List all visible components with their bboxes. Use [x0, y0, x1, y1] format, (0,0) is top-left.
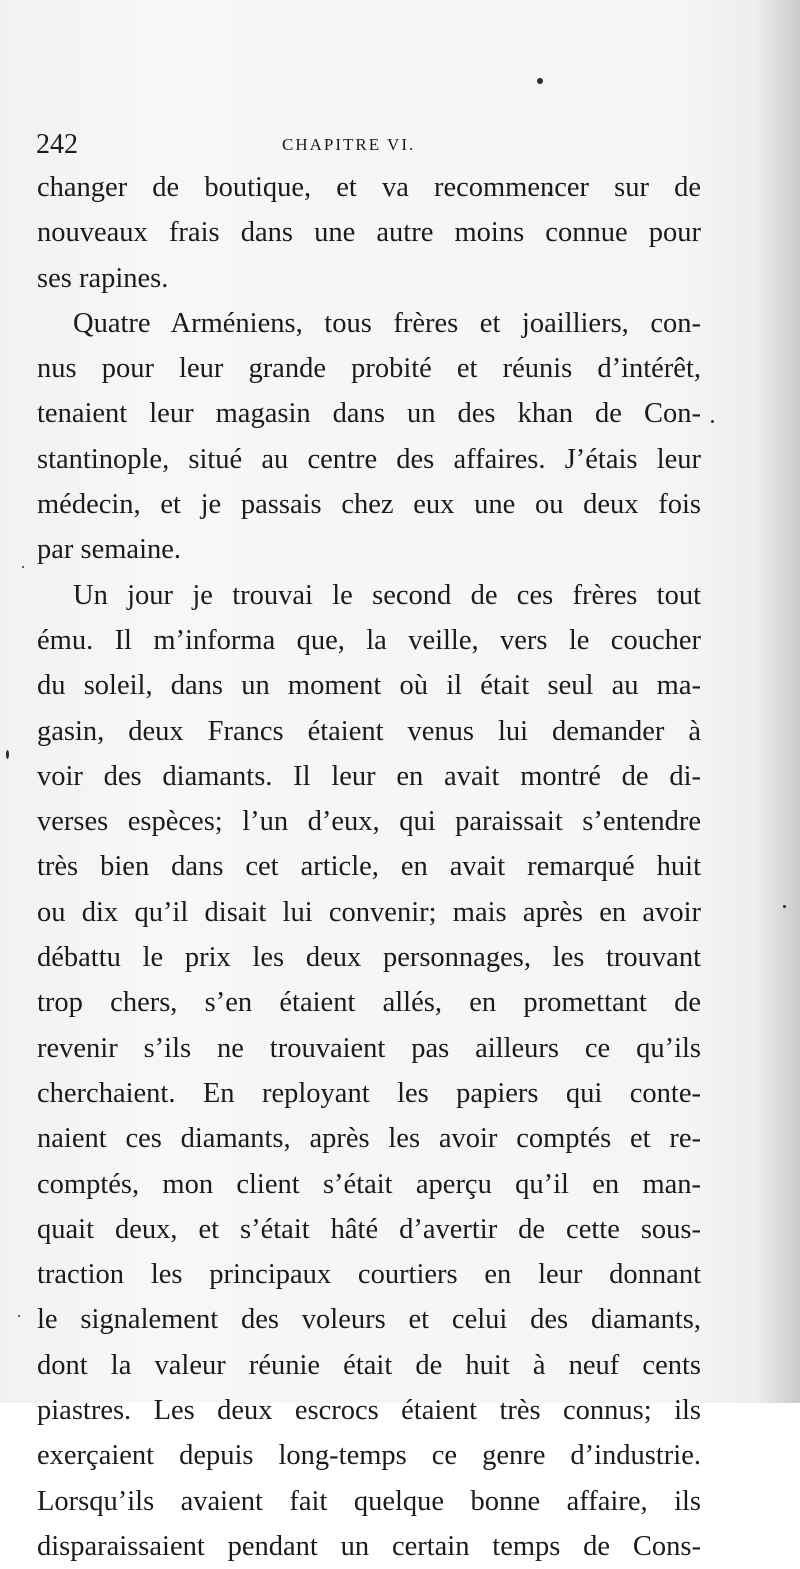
text-line: dont la valeur réunie était de huit à neuf cents: [37, 1349, 701, 1381]
text-line: ému. Il m’informa que, la veille, vers le coucher: [37, 624, 701, 656]
text-line: nus pour leur grande probité et réunis d’intérêt,: [37, 353, 701, 385]
text-line: ses rapines.: [37, 262, 169, 294]
text-line: traction les principaux courtiers en leur donnant: [37, 1259, 701, 1291]
text-line: tenaient leur magasin dans un des khan de Con-: [37, 398, 701, 430]
text-line: trop chers, s’en étaient allés, en promettant de: [37, 987, 701, 1019]
text-line: médecin, et je passais chez eux une ou deux fois: [37, 489, 701, 521]
text-line: stantinople, situé au centre des affaires. J’étais leur: [37, 443, 701, 475]
text-line: par semaine.: [37, 534, 182, 566]
text-line: revenir s’ils ne trouvaient pas ailleurs ce qu’ils: [37, 1032, 701, 1064]
text-line: gasin, deux Francs étaient venus lui demander à: [37, 715, 701, 747]
text-line: nouveaux frais dans une autre moins connue pour: [37, 217, 701, 249]
text-line: voir des diamants. Il leur en avait montré de di-: [37, 760, 701, 792]
text-line: quait deux, et s’était hâté d’avertir de cette sous-: [37, 1213, 701, 1245]
text-line: naient ces diamants, après les avoir comptés et re-: [37, 1123, 701, 1155]
ink-speck: [22, 566, 24, 568]
text-line: Lorsqu’ils avaient fait quelque bonne affaire, ils: [37, 1485, 701, 1517]
text-line: Quatre Arméniens, tous frères et joailliers, con-: [73, 307, 701, 339]
page-number: 242: [36, 129, 78, 160]
text-line: piastres. Les deux escrocs étaient très connus; ils: [37, 1395, 701, 1427]
ink-speck: [537, 78, 543, 84]
text-line: comptés, mon client s’était aperçu qu’il en man-: [37, 1168, 701, 1200]
text-line: le signalement des voleurs et celui des diamants,: [37, 1304, 701, 1336]
text-line: ou dix qu’il disait lui convenir; mais après en avoir: [37, 896, 701, 928]
ink-speck: [783, 905, 786, 908]
text-line: débattu le prix les deux personnages, les trouvant: [37, 942, 701, 974]
ink-speck: [18, 1315, 20, 1317]
text-line: très bien dans cet article, en avait remarqué huit: [37, 851, 701, 883]
text-line: disparaissaient pendant un certain temps de Cons-: [37, 1530, 701, 1562]
ink-speck: [711, 420, 714, 423]
text-line: Un jour je trouvai le second de ces frères tout: [73, 579, 701, 611]
page-header: [36, 128, 696, 162]
text-line: verses espèces; l’un d’eux, qui paraissait s’entendre: [37, 806, 701, 838]
text-line: exerçaient depuis long-temps ce genre d’industrie.: [37, 1440, 701, 1472]
text-line: du soleil, dans un moment où il était seul au ma-: [37, 670, 701, 702]
running-head: CHAPITRE VI.: [282, 135, 416, 154]
ink-speck: [6, 750, 9, 759]
body-text: [37, 165, 701, 1569]
page-spine-shadow: [756, 0, 800, 1403]
text-line: changer de boutique, et va recommencer sur de: [37, 172, 701, 203]
text-line: cherchaient. En reployant les papiers qui conte-: [37, 1077, 701, 1109]
